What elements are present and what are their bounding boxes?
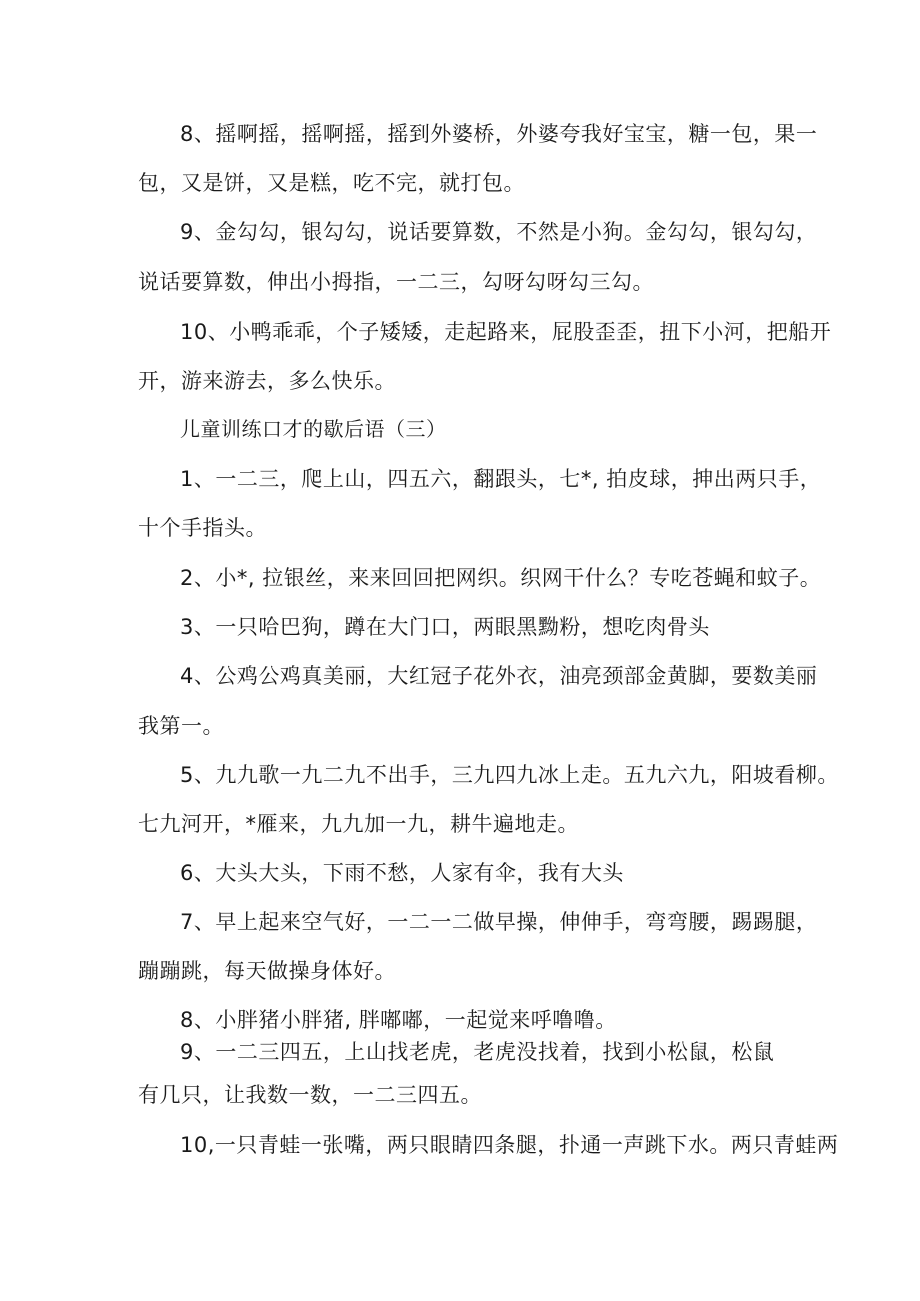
text-line: 9、金勾勾，银勾勾，说话要算数，不然是小狗。金勾勾，银勾勾， xyxy=(180,220,818,244)
text-line: 6、大头大头，下雨不愁，人家有伞，我有大头 xyxy=(180,861,624,885)
text-line: 说话要算数，伸出小拇指，一二三，勾呀勾呀勾三勾。 xyxy=(138,270,654,294)
text-line: 有几只，让我数一数，一二三四五。 xyxy=(138,1083,482,1107)
text-line: 4、公鸡公鸡真美丽，大红冠子花外衣，油亮颈部金黄脚，要数美丽 xyxy=(180,664,818,688)
text-line: 9、一二三四五，上山找老虎，老虎没找着，找到小松鼠，松鼠 xyxy=(180,1040,775,1064)
text-line: 5、九九歌一九二九不出手，三九四九冰上走。五九六九，阳坡看柳。 xyxy=(180,763,839,787)
text-line: 3、一只哈巴狗，蹲在大门口，两眼黑黝粉，想吃肉骨头 xyxy=(180,615,710,639)
text-line: 1、一二三，爬上山，四五六，翻跟头，七*, 拍皮球，抻出两只手， xyxy=(180,467,822,491)
text-line: 8、摇啊摇，摇啊摇，摇到外婆桥，外婆夸我好宝宝，糖一包，果一 xyxy=(180,122,818,146)
section-heading: 儿童训练口才的歇后语（三） xyxy=(180,417,447,441)
text-line: 10,一只青蛙一张嘴，两只眼睛四条腿，扑通一声跳下水。两只青蛙两 xyxy=(180,1133,839,1157)
text-line: 7、早上起来空气好，一二一二做早操，伸伸手，弯弯腰，踢踢腿， xyxy=(180,910,818,934)
text-line: 包，又是饼，又是糕，吃不完，就打包。 xyxy=(138,171,525,195)
text-line: 七九河开，*雁来，九九加一九，耕牛遍地走。 xyxy=(138,812,579,836)
text-line: 我第一。 xyxy=(138,714,224,738)
text-line: 2、小*, 拉银丝，来来回回把网织。织网干什么？专吃苍蝇和蚊子。 xyxy=(180,566,822,590)
text-line: 十个手指头。 xyxy=(138,516,267,540)
text-line: 蹦蹦跳，每天做操身体好。 xyxy=(138,959,396,983)
text-line: 10、小鸭乖乖，个子矮矮，走起路来，屁股歪歪，扭下小河，把船开 xyxy=(180,320,832,344)
text-line: 开，游来游去，多么快乐。 xyxy=(138,369,396,393)
text-line: 8、小胖猪小胖猪, 胖嘟嘟，一起觉来呼噜噜。 xyxy=(180,1008,617,1032)
